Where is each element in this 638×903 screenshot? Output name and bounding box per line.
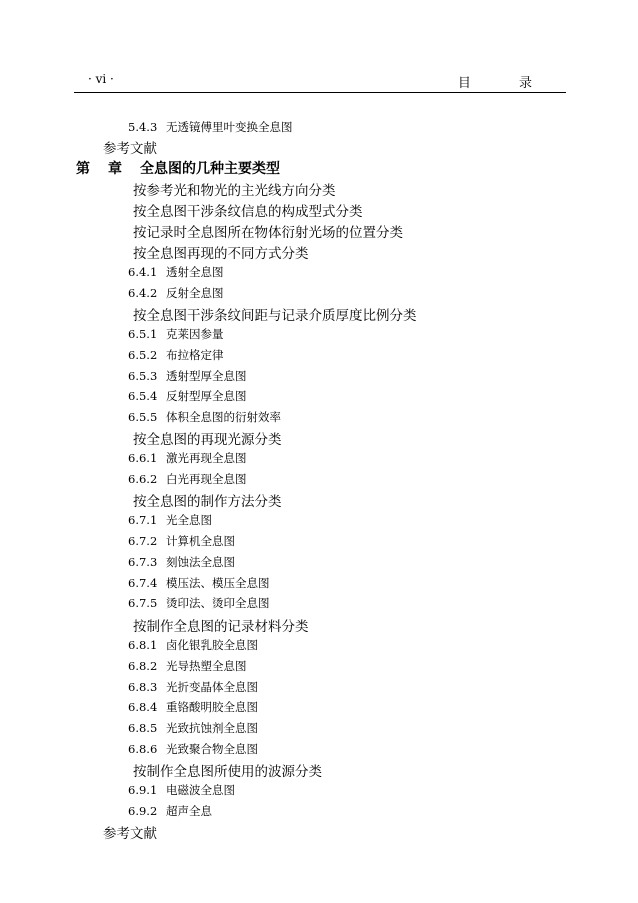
toc-entry-number: 6.5.5: [128, 410, 158, 424]
toc-entry-title: 按制作全息图所使用的波源分类: [133, 764, 322, 780]
toc-entry-number: 6.8.3: [128, 680, 158, 694]
toc-entry-number: 6.8.4: [128, 700, 158, 714]
toc-entry-title: 重铬酸明胶全息图: [166, 700, 258, 714]
toc-entry-chapter: [76, 158, 280, 178]
toc-entry-subsection: [128, 368, 247, 384]
toc-entry-subsection: [128, 119, 293, 135]
toc-entry-subsection: [128, 658, 247, 674]
toc-entry-title: 反射全息图: [166, 286, 224, 300]
toc-entry-section: [133, 179, 336, 199]
toc-entry-title: 无透镜傅里叶变换全息图: [166, 120, 293, 134]
toc-entry-title: 按记录时全息图所在物体衍射光场的位置分类: [133, 225, 403, 241]
toc-entry-section: [133, 304, 417, 324]
toc-entry-section: [133, 615, 309, 635]
toc-entry-title: 超声全息: [166, 804, 212, 818]
toc-entry-number: 6.6.1: [128, 451, 158, 465]
toc-entry-number: 6.5.2: [128, 348, 158, 362]
toc-entry-subsection: [128, 409, 281, 425]
toc-entry-subsection: [128, 595, 270, 611]
toc-entry-title: 光折变晶体全息图: [166, 680, 258, 694]
toc-entry-number: 6.4.2: [128, 286, 158, 300]
toc-entry-number: 6.5.4: [128, 389, 158, 403]
toc-entry-title: 布拉格定律: [166, 348, 224, 362]
toc-entry-section: [133, 221, 403, 241]
toc-entry-number: 6.9.2: [128, 804, 158, 818]
toc-entry-subsection: [128, 533, 235, 549]
page-header: [74, 72, 566, 93]
toc-entry-subsection: [128, 471, 247, 487]
toc-entry-number: 6.8.1: [128, 638, 158, 652]
chapter-title: 全息图的几种主要类型: [140, 161, 280, 177]
toc-entry-number: 6.7.3: [128, 555, 158, 569]
toc-entry-number: 6.5.1: [128, 327, 158, 341]
toc-entry-title: 计算机全息图: [166, 534, 235, 548]
toc-entry-number: 6.7.5: [128, 596, 158, 610]
toc-entry-subsection: [128, 699, 258, 715]
toc-entry-title: 参考文献: [103, 826, 157, 842]
toc-entry-title: 电磁波全息图: [166, 783, 235, 797]
toc-entry-title: 克莱因参量: [166, 327, 224, 341]
toc-entry-title: 激光再现全息图: [166, 451, 247, 465]
toc-entry-number: 6.7.4: [128, 576, 158, 590]
toc-entry-section: [133, 490, 282, 510]
toc-entry-subsection: [128, 264, 224, 280]
toc-entry-title: 白光再现全息图: [166, 472, 247, 486]
toc-entry-section: [133, 242, 309, 262]
toc-entry-subsection: [128, 388, 247, 404]
toc-entry-subsection: [128, 512, 212, 528]
toc-entry-title: 按全息图的制作方法分类: [133, 494, 282, 510]
toc-entry-subsection: [128, 285, 224, 301]
toc-entry-subsection: [128, 637, 258, 653]
toc-entry-title: 光致抗蚀剂全息图: [166, 721, 258, 735]
toc-entry-title: 参考文献: [103, 141, 157, 157]
page-number: · vi ·: [88, 72, 114, 86]
toc-entry-title: 光导热塑全息图: [166, 659, 247, 673]
toc-entry-title: 按全息图再现的不同方式分类: [133, 246, 309, 262]
toc-entry-references: [103, 137, 157, 157]
toc-entry-number: 6.5.3: [128, 369, 158, 383]
toc-entry-subsection: [128, 575, 270, 591]
toc-entry-number: 6.4.1: [128, 265, 158, 279]
toc-entry-title: 光全息图: [166, 513, 212, 527]
toc-entry-section: [133, 428, 282, 448]
toc-entry-number: 6.7.2: [128, 534, 158, 548]
toc-entry-title: 光致聚合物全息图: [166, 742, 258, 756]
toc-entry-section: [133, 200, 363, 220]
toc-entry-title: 按全息图的再现光源分类: [133, 432, 282, 448]
toc-entry-title: 反射型厚全息图: [166, 389, 247, 403]
toc-entry-subsection: [128, 782, 235, 798]
toc-entry-subsection: [128, 803, 212, 819]
toc-entry-title: 卤化银乳胶全息图: [166, 638, 258, 652]
toc-entry-subsection: [128, 679, 258, 695]
toc-entry-title: 透射全息图: [166, 265, 224, 279]
running-title: 目 录: [457, 76, 554, 91]
toc-entry-subsection: [128, 326, 224, 342]
toc-entry-number: 6.8.2: [128, 659, 158, 673]
toc-entry-subsection: [128, 450, 247, 466]
toc-entry-title: 按全息图干涉条纹间距与记录介质厚度比例分类: [133, 308, 417, 324]
toc-entry-number: 6.8.6: [128, 742, 158, 756]
toc-entry-references: [103, 822, 157, 842]
toc-entry-title: 模压法、模压全息图: [166, 576, 270, 590]
toc-entry-title: 刻蚀法全息图: [166, 555, 235, 569]
toc-entry-number: 6.6.2: [128, 472, 158, 486]
chapter-prefix: 第: [76, 161, 90, 177]
toc-entry-subsection: [128, 554, 235, 570]
toc-entry-number: 6.8.5: [128, 721, 158, 735]
toc-entry-title: 烫印法、烫印全息图: [166, 596, 270, 610]
toc-entry-number: 5.4.3: [128, 120, 158, 134]
toc-entry-subsection: [128, 720, 258, 736]
toc-entry-number: 6.7.1: [128, 513, 158, 527]
toc-entry-title: 按制作全息图的记录材料分类: [133, 619, 309, 635]
toc-entry-subsection: [128, 741, 258, 757]
chapter-suffix: 章: [108, 161, 122, 177]
toc-entry-title: 体积全息图的衍射效率: [166, 410, 281, 424]
toc-entry-number: 6.9.1: [128, 783, 158, 797]
toc-entry-title: 透射型厚全息图: [166, 369, 247, 383]
toc-entry-title: 按全息图干涉条纹信息的构成型式分类: [133, 204, 363, 220]
toc-entry-section: [133, 760, 322, 780]
toc-entry-subsection: [128, 347, 224, 363]
toc-entry-title: 按参考光和物光的主光线方向分类: [133, 183, 336, 199]
